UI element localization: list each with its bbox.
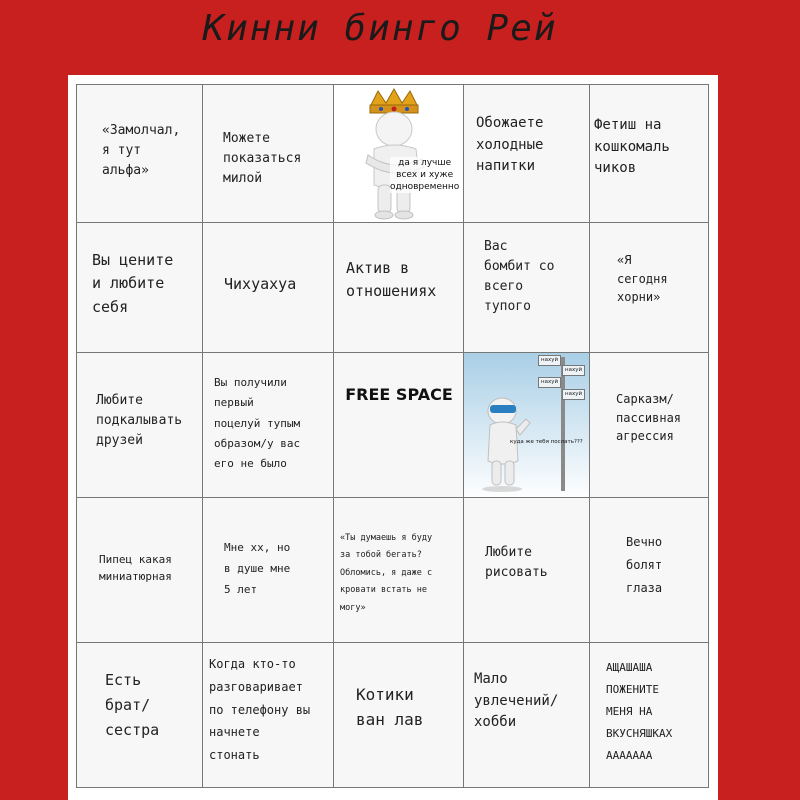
king-figure-icon xyxy=(334,85,465,224)
cell-text: Обожаете холодные напитки xyxy=(476,115,544,175)
sign-caption: куда же тебя послать??? xyxy=(510,439,583,445)
cell-text: Любите подкалывать друзей xyxy=(96,393,183,449)
bingo-cell[interactable] xyxy=(202,222,335,354)
bingo-cell[interactable] xyxy=(333,222,465,354)
cell-text: «Замолчал, я тут альфа» xyxy=(102,123,181,179)
cell-text: Вы получили первый поцелуй тупым образом/у вас его не было xyxy=(214,376,301,471)
cell-text: Когда кто-то разговаривает по телефону вы начнете стонать xyxy=(209,657,311,763)
cell-text: АЩАШАША ПОЖЕНИТЕ МЕНЯ НА ВКУСНЯШКАХ ААААААА xyxy=(606,661,673,762)
bingo-cell[interactable] xyxy=(76,222,204,354)
bingo-cell[interactable] xyxy=(463,84,591,224)
cell-text: Есть брат/ сестра xyxy=(105,671,160,739)
cell-text: Фетиш на кошкомаль чиков xyxy=(594,117,670,177)
cell-text: Мало увлечений/ хобби xyxy=(474,671,559,731)
bingo-cell[interactable] xyxy=(589,497,709,644)
cell-text: Любите рисовать xyxy=(485,545,548,581)
sign-label: нахуй xyxy=(562,389,585,400)
free-space-label: FREE SPACE xyxy=(345,385,453,404)
cell-text: Мне хх, но в душе мне 5 лет xyxy=(224,541,291,596)
bingo-cell[interactable] xyxy=(463,497,591,644)
bingo-cell[interactable] xyxy=(76,642,204,788)
bingo-cell[interactable] xyxy=(589,352,709,499)
cell-text: Сарказм/ пассивная агрессия xyxy=(616,392,682,444)
bingo-cell[interactable] xyxy=(589,642,709,788)
sign-label: нахуй xyxy=(562,365,585,376)
sign-label: нахуй xyxy=(538,355,561,366)
bingo-cell[interactable] xyxy=(333,497,465,644)
cell-text: Вечно болят глаза xyxy=(626,535,663,595)
king-caption: да я лучше всех и хуже одновременно xyxy=(390,158,460,193)
bingo-cell[interactable] xyxy=(202,84,335,224)
bingo-cell[interactable] xyxy=(76,352,204,499)
cell-text: Можете показаться милой xyxy=(223,131,302,187)
cell-text: Пипец какая миниатюрная xyxy=(99,553,172,584)
bingo-cell-sign-image[interactable] xyxy=(463,352,591,499)
cell-text: Вас бомбит со всего тупого xyxy=(484,239,555,315)
bingo-cell[interactable] xyxy=(202,352,335,499)
bingo-cell-king-image[interactable] xyxy=(333,84,465,224)
cell-text: Актив в отношениях xyxy=(346,259,437,301)
cell-text: Вы цените и любите себя xyxy=(92,251,174,316)
bingo-cell[interactable] xyxy=(76,84,204,224)
bingo-cell[interactable] xyxy=(589,84,709,224)
cell-text: Котики ван лав xyxy=(356,685,424,729)
sign-label: нахуй xyxy=(538,377,561,388)
bingo-cell-free-space[interactable] xyxy=(333,352,465,499)
cell-text: Чихуахуа xyxy=(224,275,297,293)
bingo-cell[interactable] xyxy=(463,222,591,354)
cell-text: «Я сегодня хорни» xyxy=(617,253,668,305)
page-title: Кинни бинго Рей xyxy=(202,8,558,49)
bingo-card xyxy=(68,75,718,800)
bingo-cell[interactable] xyxy=(589,222,709,354)
bingo-cell[interactable] xyxy=(202,497,335,644)
cell-text: «Ты думаешь я буду за тобой бегать? Обломись, я даже с кровати встать не могу» xyxy=(340,533,433,613)
bingo-cell[interactable] xyxy=(202,642,335,788)
bingo-cell[interactable] xyxy=(333,642,465,788)
bingo-cell[interactable] xyxy=(76,497,204,644)
bingo-cell[interactable] xyxy=(463,642,591,788)
